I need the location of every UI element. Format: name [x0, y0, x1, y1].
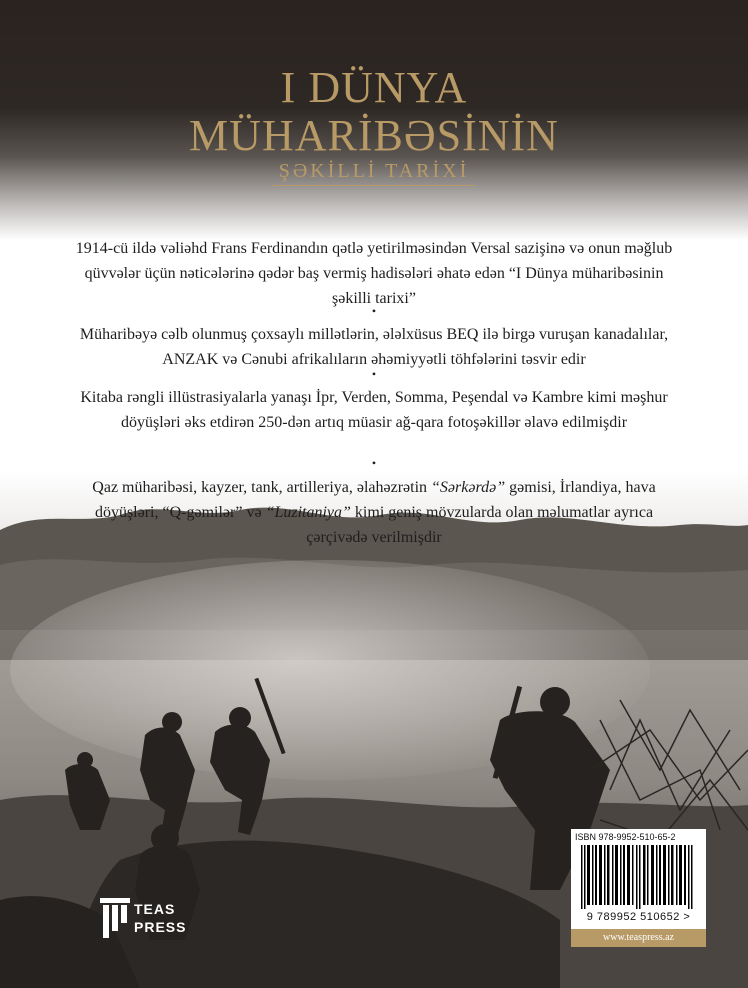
blurb4-text-c: kimi geniş mövzularda olan məlumatlar ayrıca çərçivədə verilmişdir — [306, 504, 654, 546]
blurb4-ship-name: “Sərkərdə” — [431, 479, 506, 496]
blurb-paragraph-2: Müharibəyə cəlb olunmuş çoxsaylı millətlərin, ələlxüsus BEQ ilə birgə vuruşan kanadalılar, ANZAK və Cənubi afrikalıların əhəmiyyətli töhfələrini təsvir edir — [79, 326, 669, 368]
publisher-website: www.teaspress.az — [571, 929, 706, 947]
barcode-digits: 9 789952 510652 > — [586, 911, 691, 923]
blurb-paragraph-4 — [70, 475, 678, 550]
bullet-separator-2: • — [371, 367, 377, 381]
publisher-name-line2: PRESS — [134, 919, 187, 935]
teas-logo-icon — [100, 898, 130, 938]
blurb4-text-b: gəmisi, İrlandiya, hava döyüşləri, “Q-gəmilər” və — [94, 479, 656, 521]
blurb-paragraph-1: 1914-cü ildə vəliəhd Frans Ferdinandın qətlə yetirilməsindən Versal sazişinə və onun məğlub qüvvələr üçün nəticələrinə qədər baş vermiş hadisələri əhatə edən “I Dünya müharibəsinin şəkilli tarixi” — [75, 240, 673, 307]
bullet-separator-3: • — [371, 456, 377, 470]
book-title-line1: I DÜNYA — [280, 63, 468, 112]
barcode-graphic — [577, 845, 700, 909]
book-subtitle — [0, 160, 748, 186]
bullet-separator-1: • — [371, 304, 377, 318]
publisher-logo — [100, 898, 210, 942]
blurb4-lusitania: “Luzitaniya” — [265, 504, 351, 521]
book-title-line2: MÜHARİBƏSİNİN — [189, 111, 559, 160]
isbn-barcode-block — [571, 829, 706, 929]
publisher-name-line1: TEAS — [134, 901, 176, 917]
blurb4-text-a: Qaz müharibəsi, kayzer, tank, artilleriya, əlahəzrətin — [92, 479, 432, 496]
isbn-label: ISBN 978-9952-510-65-2 — [575, 832, 676, 842]
book-subtitle-text: ŞƏKİLLİ TARİXİ — [273, 160, 476, 186]
blurb-paragraph-3: Kitaba rəngli illüstrasiyalarla yanaşı İpr, Verden, Somma, Peşendal və Kambre kimi məşhur döyüşləri əks etdirən 250-dən artıq müasir ağ-qara fotoşəkillər əlavə edilmişdir — [80, 389, 668, 431]
